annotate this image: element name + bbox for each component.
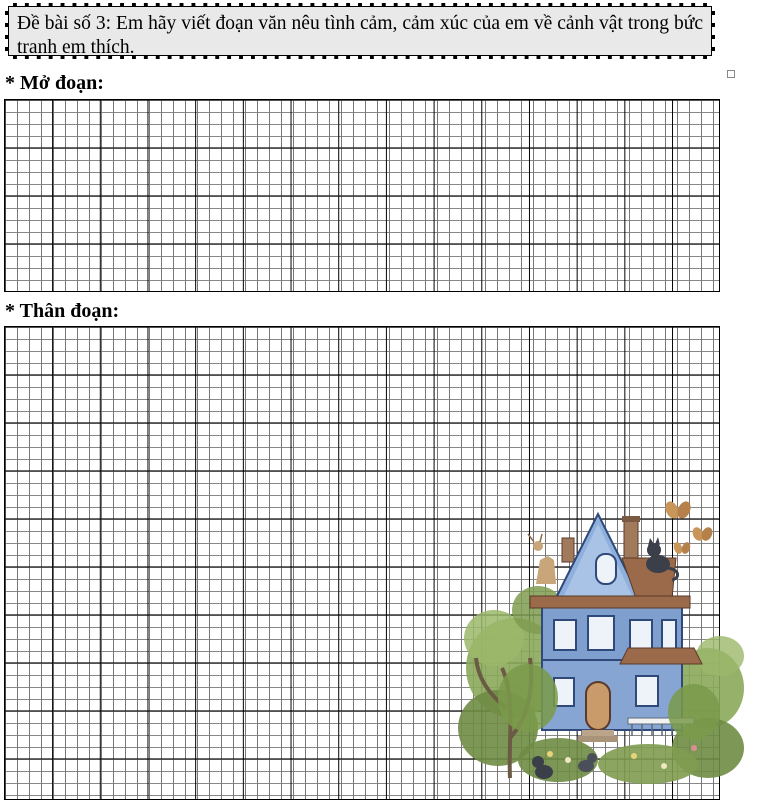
house-illustration [458,498,750,794]
writing-grid-opening [4,99,720,292]
butterfly-icon-3 [672,541,692,555]
butterfly-icon-1 [663,499,693,520]
section-heading-opening: * Mở đoạn: [5,72,104,94]
section-heading-body: * Thân đoạn: [5,300,120,322]
butterfly-icon-2 [691,526,715,543]
prompt-box [5,3,715,59]
deer-figure-icon [528,534,556,584]
prompt-text: Đề bài số 3: Em hãy viết đoạn văn nêu tình cảm, cảm xúc của em về cảnh vật trong bức tranh em thích. [17,13,703,58]
object-anchor-handle [727,70,735,78]
